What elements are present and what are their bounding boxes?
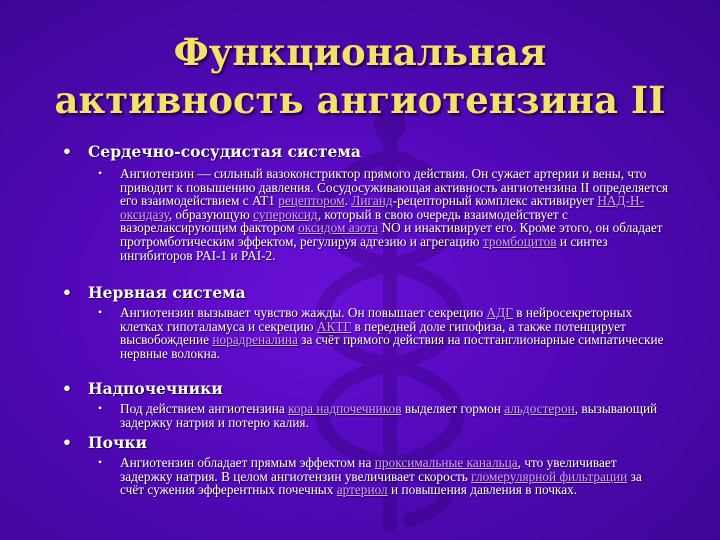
bullet-icon: • <box>98 305 103 319</box>
bullet-icon: • <box>98 401 103 415</box>
hyperlink[interactable]: тромбоцитов <box>482 233 557 249</box>
hyperlink[interactable]: АДГ <box>486 305 513 320</box>
section-heading-text: Сердечно-сосудистая система <box>88 142 361 161</box>
hyperlink[interactable]: АКТГ <box>316 318 352 334</box>
paragraph-text: Ангиотензин вызывает чувство жажды. Он повышает секрецию <box>120 305 487 320</box>
bullet-icon: • <box>98 455 103 469</box>
hyperlink[interactable]: артериол <box>336 482 388 498</box>
slide-title-line1: Функциональная <box>173 30 547 74</box>
section-paragraph <box>120 456 668 497</box>
paragraph-text: , образующую <box>168 206 254 222</box>
paragraph-text: и повышения давления в почках. <box>387 482 578 498</box>
hyperlink[interactable]: кора надпочечников <box>288 401 402 416</box>
hyperlink[interactable]: НАД-Н-оксидазу <box>120 193 645 222</box>
paragraph-text: NO и инактивирует его. Кроме этого, он обладает протромботическим эффектом, регулируя адгезию и агрегацию <box>120 220 663 249</box>
section-heading-text: Почки <box>88 433 148 452</box>
paragraph-text: Ангиотензин — сильный вазоконстриктор прямого действия. Он сужает артерии и вены, что приводит к повышению давления. Сосудосуживающая активность ангиотензина II определяется его взаимодействием с AT1 <box>120 166 669 209</box>
hyperlink[interactable]: норадреналина <box>212 332 298 348</box>
section-heading-text: Надпочечники <box>88 379 223 398</box>
section-heading-text: Нервная система <box>88 283 246 302</box>
paragraph-text: . <box>344 193 352 209</box>
hyperlink[interactable]: супероксид <box>253 206 318 222</box>
slide-title-line2: активность ангиотензина II <box>54 78 666 122</box>
section-paragraph <box>120 306 668 360</box>
section-paragraph <box>120 402 668 429</box>
hyperlink[interactable]: альдостерон <box>504 401 575 416</box>
paragraph-text: в передней доле гипофиза, а также потенцирует высвобождение <box>120 318 626 348</box>
hyperlink[interactable]: рецептором <box>278 193 345 209</box>
paragraph-text: Ангиотензин обладает прямым эффектом на <box>120 455 375 470</box>
paragraph-text: -рецепторный комплекс активирует <box>392 193 598 209</box>
paragraph-text: за счёт прямого действия на постганглионарные симпатические нервные волокна. <box>120 332 664 361</box>
paragraph-text: за счёт сужения эфферентных почечных <box>120 468 642 498</box>
paragraph-text: , который в свою очередь взаимодействует с вазорелаксирующим фактором <box>120 206 568 236</box>
section-paragraph <box>120 167 668 262</box>
bullet-icon: • <box>62 379 72 398</box>
paragraph-text: , что увеличивает задержку натрия. В целом ангиотензин увеличивает скорость <box>120 455 617 484</box>
paragraph-text: Под действием ангиотензина <box>120 401 289 416</box>
paragraph-text: в нейросекреторных клетках гипоталамуса и секрецию <box>120 305 633 334</box>
hyperlink[interactable]: гломерулярной фильтрации <box>471 468 628 484</box>
paragraph-text: и синтез ингибиторов PAI-1 и PAI-2. <box>120 233 608 263</box>
bullet-icon: • <box>62 142 72 161</box>
bullet-icon: • <box>62 433 72 452</box>
hyperlink[interactable]: Лиганд <box>351 193 393 209</box>
hyperlink[interactable]: проксимальные канальца <box>374 455 518 470</box>
paragraph-text: выделяет гормон <box>401 401 505 416</box>
bullet-icon: • <box>62 283 72 302</box>
paragraph-text: , вызывающий задержку натрия и потерю калия. <box>120 401 658 430</box>
bullet-icon: • <box>98 166 103 180</box>
hyperlink[interactable]: оксидом азота <box>298 220 379 236</box>
